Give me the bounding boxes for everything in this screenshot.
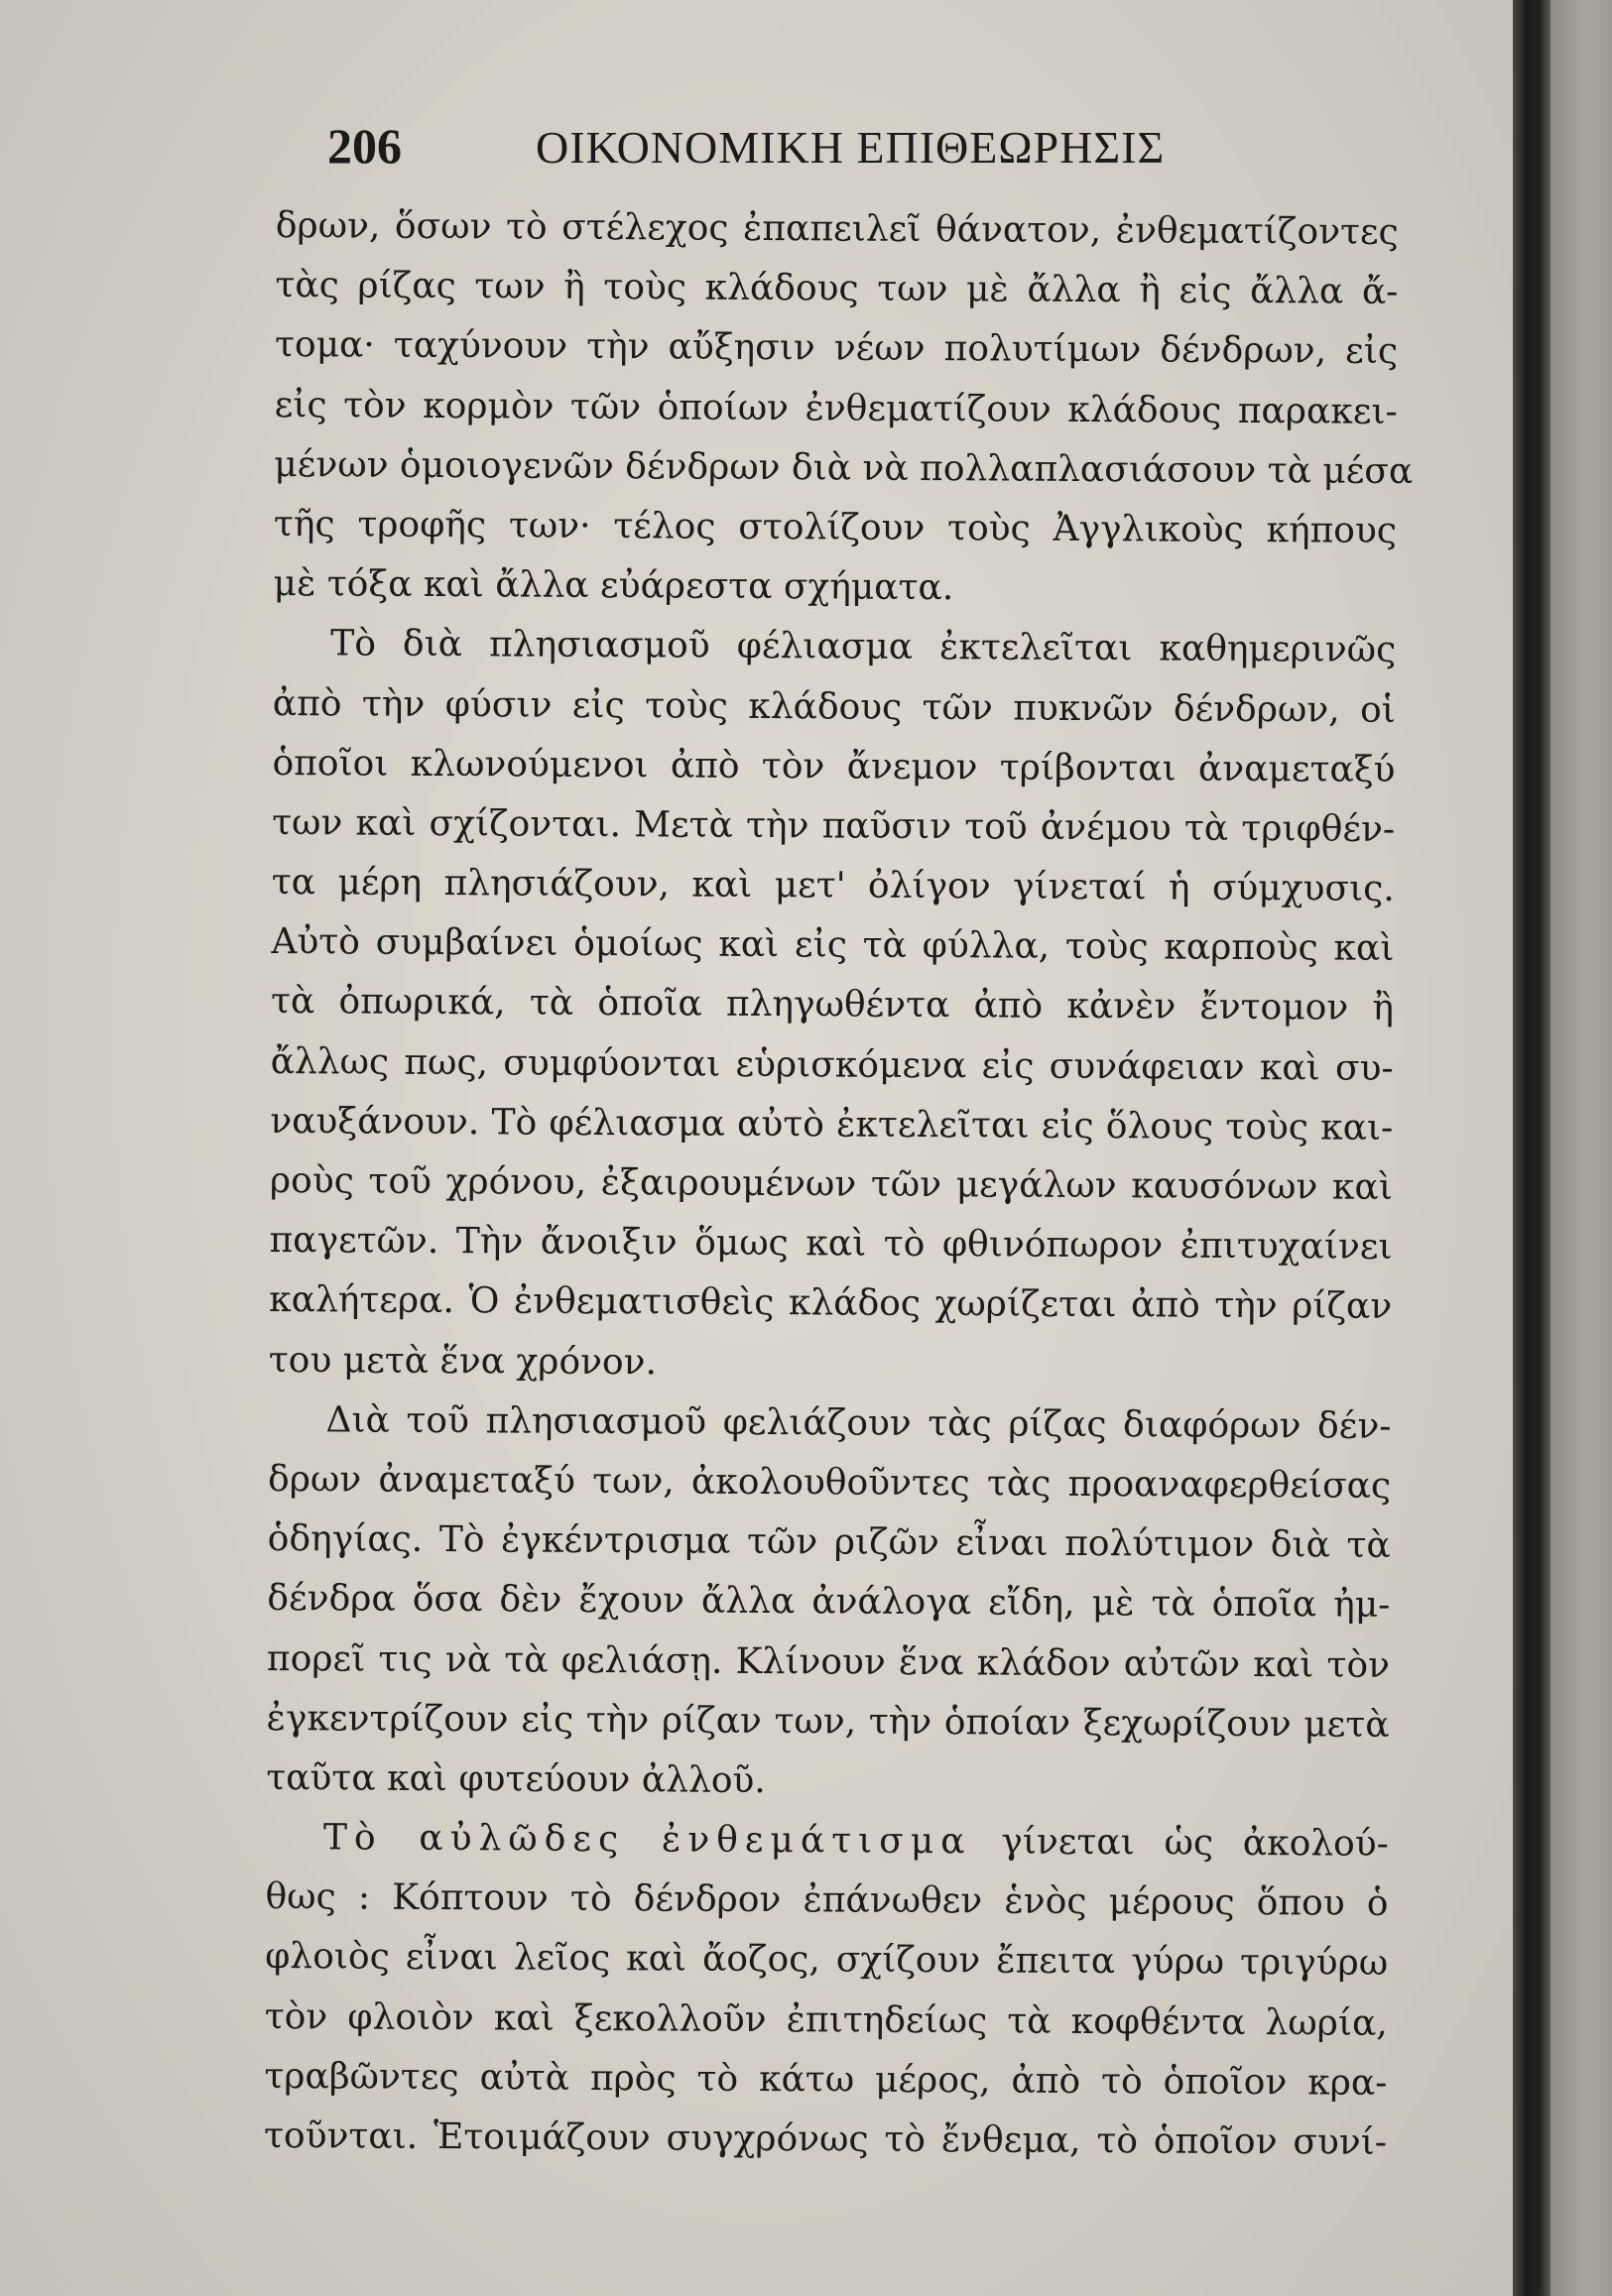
text-line: Αὐτὸ συμβαίνει ὁμοίως καὶ εἰς τὰ φύλλα, τοὺς καρποὺς καὶ	[271, 921, 1395, 970]
page-number: 206	[327, 118, 402, 174]
text-line: του μετὰ ἕνα χρόνον.	[268, 1339, 658, 1383]
text-line: καλήτερα. Ὁ ἐνθεματισθεὶς κλάδος χωρίζεται ἀπὸ τὴν ρίζαν	[269, 1279, 1393, 1328]
book-gutter	[1513, 0, 1550, 2296]
text-line: θως : Κόπτουν τὸ δένδρον ἐπάνωθεν ἑνὸς μέρους ὅπου ὁ	[265, 1876, 1389, 1925]
text-line: δρων ἀναμεταξύ των, ἀκολουθοῦντες τὰς προαναφερθείσας	[267, 1458, 1392, 1507]
text-line: ροὺς τοῦ χρόνου, ἐξαιρουμένων τῶν μεγάλων καυσόνων καὶ	[269, 1159, 1394, 1208]
text-line: Διὰ τοῦ πλησιασμοῦ φελιάζουν τὰς ρίζας διαφόρων δέν-	[325, 1399, 1392, 1447]
text-line: τὰ ὀπωρικά, τὰ ὁποῖα πληγωθέντα ἀπὸ κἀνὲν ἔντομον ἢ	[270, 981, 1395, 1029]
running-title: ΟΙΚΟΝΟΜΙΚΗ ΕΠΙΘΕΩΡΗΣΙΣ	[536, 122, 1166, 173]
text-line: τομα· ταχύνουν τὴν αὔξησιν νέων πολυτίμων δένδρων, εἰς	[274, 324, 1399, 373]
text-line: ἄλλως πως, συμφύονται εὑρισκόμενα εἰς συνάφειαν καὶ συ-	[270, 1040, 1394, 1089]
text-line: μὲ τόξα καὶ ἄλλα εὐάρεστα σχήματα.	[273, 563, 954, 609]
running-header	[327, 117, 1220, 186]
text-line: μένων ὁμοιογενῶν δένδρων διὰ νὰ πολλαπλασιάσουν τὰ μέσα	[274, 443, 1414, 492]
body-text	[263, 196, 1414, 2173]
text-line: φλοιὸς εἶναι λεῖος καὶ ἄοζος, σχίζουν ἔπειτα γύρω τριγύρω	[265, 1936, 1389, 1985]
text-line	[266, 1808, 1389, 1874]
adjacent-page-edge	[1550, 0, 1612, 2296]
text-line: τα μέρη πλησιάζουν, καὶ μετ' ὀλίγον γίνεταί ἡ σύμχυσις.	[271, 862, 1395, 909]
text-line: παγετῶν. Τὴν ἄνοιξιν ὅμως καὶ τὸ φθινόπωρον ἐπιτυχαίνει	[269, 1220, 1393, 1269]
text-line: ὁποῖοι κλωνούμενοι ἀπὸ τὸν ἄνεμον τρίβονται ἀναμεταξύ	[272, 742, 1396, 790]
text-line: πορεῖ τις νὰ τὰ φελιάσῃ. Κλίνουν ἕνα κλάδον αὐτῶν καὶ τὸν	[266, 1637, 1391, 1686]
text-line: ὁδηγίας. Τὸ ἐγκέντρισμα τῶν ριζῶν εἶναι πολύτιμον διὰ τὰ	[267, 1518, 1391, 1567]
text-line: τοῦνται. Ἑτοιμάζουν συγχρόνως τὸ ἔνθεμα, τὸ ὁποῖον συνί-	[263, 2115, 1388, 2163]
text-line: τὸν φλοιὸν καὶ ξεκολλοῦν ἐπιτηδείως τὰ κοφθέντα λωρία,	[264, 1995, 1388, 2044]
text-line: δρων, ὅσων τὸ στέλεχος ἐπαπειλεῖ θάνατον, ἐνθεματίζοντες	[275, 204, 1399, 253]
text-line: ναυξάνουν. Τὸ φέλιασμα αὐτὸ ἐκτελεῖται εἰς ὅλους τοὺς και-	[270, 1100, 1394, 1148]
text-line: των καὶ σχίζονται. Μετὰ τὴν παῦσιν τοῦ ἀνέμου τὰ τριφθέν-	[272, 801, 1396, 850]
text-line: ἀπὸ τὴν φύσιν εἰς τοὺς κλάδους τῶν πυκνῶν δένδρων, οἱ	[272, 682, 1396, 731]
text-line: ἐγκεντρίζουν εἰς τὴν ρίζαν των, τὴν ὁποίαν ξεχωρίζουν μετὰ	[266, 1697, 1390, 1746]
text-line: τῆς τροφῆς των· τέλος στολίζουν τοὺς Ἀγγλικοὺς κήπους	[273, 503, 1398, 551]
text-line: Τὸ διὰ πλησιασμοῦ φέλιασμα ἐκτελεῖται καθημερινῶς	[330, 623, 1397, 671]
text-line: εἰς τὸν κορμὸν τῶν ὁποίων ἐνθεματίζουν κλάδους παρακει-	[274, 384, 1398, 432]
text-line: ταῦτα καὶ φυτεύουν ἀλλοῦ.	[266, 1756, 766, 1801]
text-line: τὰς ρίζας των ἢ τοὺς κλάδους των μὲ ἄλλα ἢ εἰς ἄλλα ἄ-	[275, 265, 1399, 313]
spaced-term: Τὸ αὐλῶδες ἐνθεμάτισμα	[322, 1817, 972, 1863]
text-line-rest: γίνεται ὡς ἀκολού-	[971, 1821, 1389, 1865]
text-line: δένδρα ὅσα δὲν ἔχουν ἄλλα ἀνάλογα εἴδη, μὲ τὰ ὁποῖα ἠμ-	[267, 1578, 1391, 1627]
text-line: τραβῶντες αὐτὰ πρὸς τὸ κάτω μέρος, ἀπὸ τὸ ὁποῖον κρα-	[264, 2055, 1388, 2104]
